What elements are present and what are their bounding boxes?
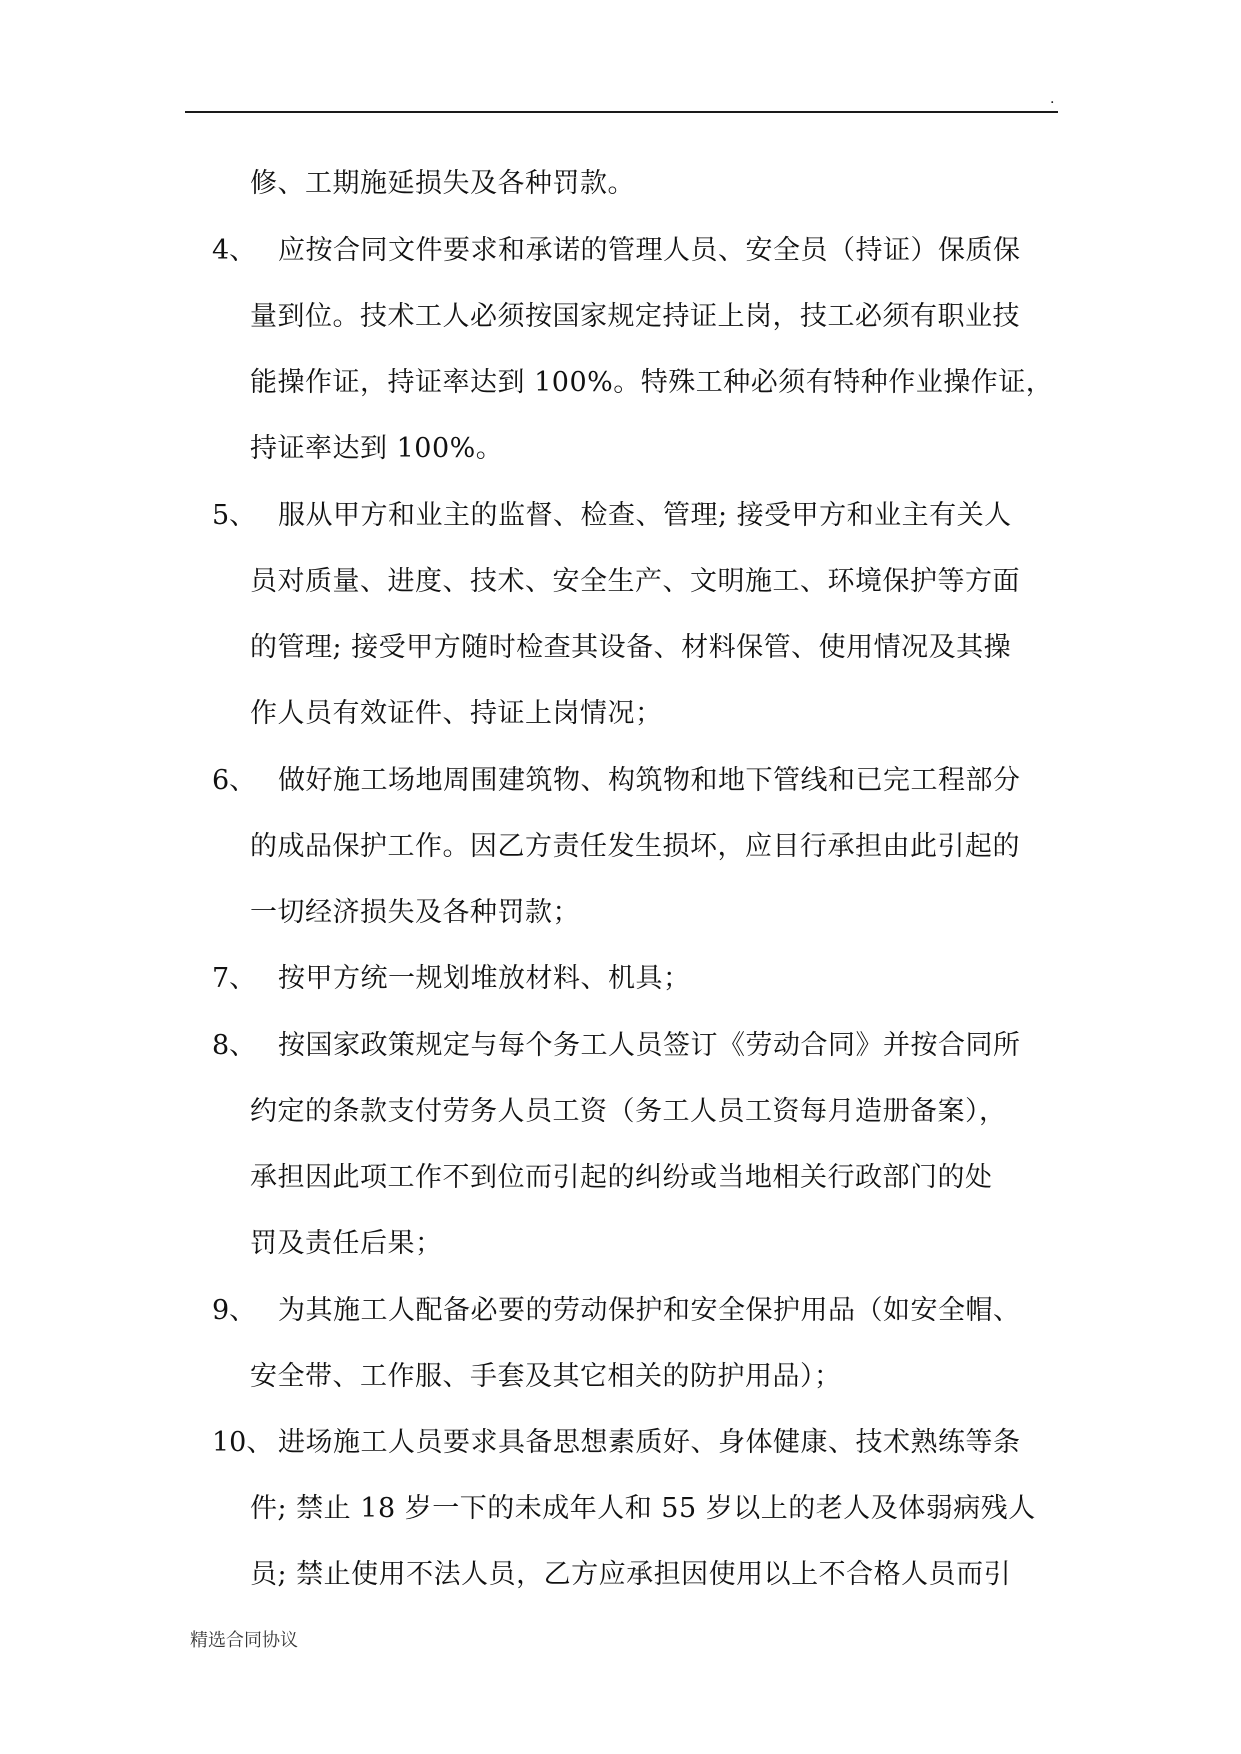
text-line: 持证率达到 100%。	[250, 433, 504, 464]
text-line: 一切经济损失及各种罚款；	[250, 897, 580, 928]
page-footer: 精选合同协议	[190, 1630, 298, 1651]
text-line: 修、工期施延损失及各种罚款。	[250, 168, 635, 199]
text-line: 作人员有效证件、持证上岗情况；	[250, 698, 663, 729]
header-mark: .	[1050, 91, 1055, 107]
text-line: 量到位。技术工人必须按国家规定持证上岗，技工必须有职业技	[250, 301, 1020, 332]
text-line: 按国家政策规定与每个务工人员签订《劳动合同》并按合同所	[278, 1030, 1021, 1061]
item-number-6: 6、	[212, 765, 257, 796]
text-line: 做好施工场地周围建筑物、构筑物和地下管线和已完工程部分	[278, 765, 1021, 796]
text-line: 按甲方统一规划堆放材料、机具；	[278, 963, 691, 994]
text-line: 罚及责任后果；	[250, 1228, 443, 1259]
text-line: 员对质量、进度、技术、安全生产、文明施工、环境保护等方面	[250, 566, 1020, 597]
text-line: 进场施工人员要求具备思想素质好、身体健康、技术熟练等条	[278, 1427, 1021, 1458]
item-number-9: 9、	[212, 1295, 257, 1326]
text-line: 能操作证，持证率达到 100%。特殊工种必须有特种作业操作证，	[250, 367, 1054, 398]
text-line: 的管理; 接受甲方随时检查其设备、材料保管、使用情况及其操	[250, 632, 1012, 663]
header-rule	[185, 111, 1058, 113]
text-line: 员; 禁止使用不法人员，乙方应承担因使用以上不合格人员而引	[250, 1559, 1012, 1590]
text-line: 的成品保护工作。因乙方责任发生损坏，应目行承担由此引起的	[250, 831, 1020, 862]
item-number-5: 5、	[212, 500, 257, 531]
item-number-7: 7、	[212, 963, 257, 994]
item-number-8: 8、	[212, 1030, 257, 1061]
text-line: 为其施工人配备必要的劳动保护和安全保护用品（如安全帽、	[278, 1295, 1021, 1326]
text-line: 安全带、工作服、手套及其它相关的防护用品）；	[250, 1361, 842, 1392]
text-line: 承担因此项工作不到位而引起的纠纷或当地相关行政部门的处	[250, 1162, 993, 1193]
text-line: 约定的条款支付劳务人员工资（务工人员工资每月造册备案），	[250, 1096, 1007, 1127]
text-line: 应按合同文件要求和承诺的管理人员、安全员（持证）保质保	[278, 235, 1021, 266]
text-line: 服从甲方和业主的监督、检查、管理; 接受甲方和业主有关人	[278, 500, 1012, 531]
item-number-4: 4、	[212, 235, 257, 266]
item-number-10: 10、	[212, 1427, 274, 1458]
text-line: 件; 禁止 18 岁一下的未成年人和 55 岁以上的老人及体弱病残人	[250, 1493, 1036, 1524]
